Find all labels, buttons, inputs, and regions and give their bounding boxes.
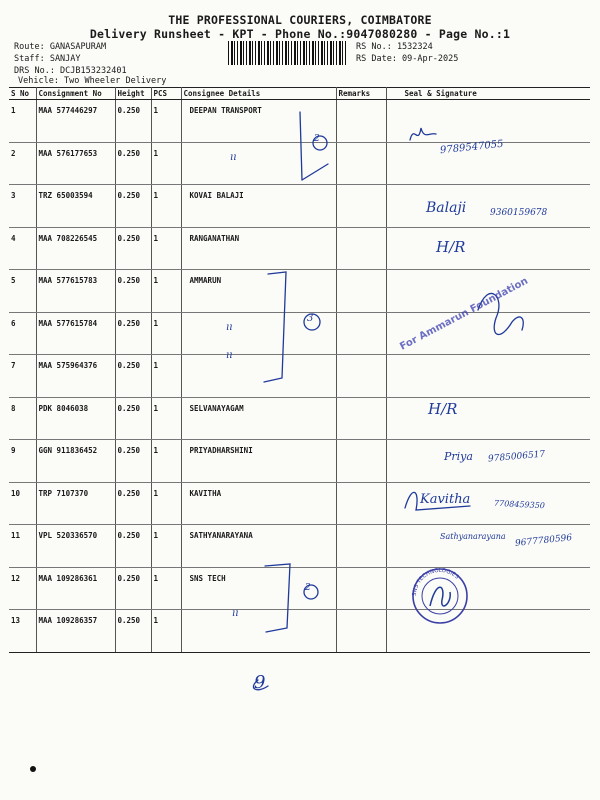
- cell-consignment: MAA 577446297: [36, 100, 115, 143]
- cell-consignee: DEEPAN TRANSPORT: [181, 100, 336, 143]
- cell-weight: 0.250: [115, 100, 151, 143]
- bracket-rows-12-13: [265, 564, 290, 632]
- cell-sno: 11: [9, 525, 36, 568]
- cell-pcs: 1: [151, 142, 181, 185]
- cell-consignment: TRP 7107370: [36, 482, 115, 525]
- ammarun-stamp: For Ammarun Foundation: [398, 275, 530, 353]
- cell-pcs: 1: [151, 397, 181, 440]
- cell-consignment: TRZ 65003594: [36, 185, 115, 228]
- col-pcs: PCS: [151, 88, 181, 100]
- cell-consignee: RANGANATHAN: [181, 227, 336, 270]
- cell-pcs: 1: [151, 100, 181, 143]
- cell-consignment: VPL 520336570: [36, 525, 115, 568]
- cell-sno: 1: [9, 100, 36, 143]
- col-weight: Height: [115, 88, 151, 100]
- cell-pcs: 1: [151, 567, 181, 610]
- cell-sno: 8: [9, 397, 36, 440]
- cell-pcs: 1: [151, 440, 181, 483]
- cell-consignee: KAVITHA: [181, 482, 336, 525]
- cell-sno: 4: [9, 227, 36, 270]
- ditto-mark-row13: ıı: [232, 608, 239, 619]
- cell-consignment: MAA 109286361: [36, 567, 115, 610]
- phone-row1: 9789547055: [439, 138, 505, 157]
- cell-weight: 0.250: [115, 567, 151, 610]
- cell-consignee: AMMARUN: [181, 270, 336, 313]
- ditto-mark-row2: ıı: [230, 152, 237, 163]
- cell-weight: 0.250: [115, 312, 151, 355]
- cell-pcs: 1: [151, 482, 181, 525]
- cell-weight: 0.250: [115, 397, 151, 440]
- cell-sno: 9: [9, 440, 36, 483]
- drs-number: DRS No.: DCJB153232401: [14, 66, 127, 76]
- runsheet-subtitle: Delivery Runsheet - KPT - Phone No.:9047080280 - Page No.:1: [89, 27, 511, 41]
- signature-priya: Priya: [444, 450, 473, 463]
- staff-label: Staff: SANJAY: [14, 54, 81, 64]
- cell-sno: 13: [9, 610, 36, 653]
- cell-weight: 0.250: [115, 355, 151, 398]
- signature-row1: [410, 128, 436, 140]
- round-seal-text: SNS TECHNOLOGIES: [411, 567, 460, 597]
- signature-kavitha: Kavitha: [420, 492, 471, 507]
- cell-weight: 0.250: [115, 142, 151, 185]
- cell-weight: 0.250: [115, 227, 151, 270]
- route-label: Route: GANASAPURAM: [14, 42, 107, 52]
- cell-consignment: MAA 575964376: [36, 355, 115, 398]
- cell-pcs: 1: [151, 270, 181, 313]
- col-remarks: Remarks: [336, 88, 386, 100]
- cell-consignment: MAA 576177653: [36, 142, 115, 185]
- col-consignee: Consignee Details: [181, 88, 336, 100]
- cell-consignee: KOVAI BALAJI: [181, 185, 336, 228]
- ditto-mark-row7: ıı: [226, 350, 233, 361]
- col-consignment: Consignment No: [36, 88, 115, 100]
- bracket-num-1: 2: [314, 134, 320, 144]
- rs-number: RS No.: 1532324: [356, 42, 433, 52]
- bracket-rows-5-7: [264, 272, 286, 382]
- ink-dot: [30, 766, 36, 772]
- phone-row11: 9677780596: [514, 533, 573, 549]
- cell-sno: 2: [9, 142, 36, 185]
- cell-pcs: 1: [151, 227, 181, 270]
- cell-consignment: GGN 911836452: [36, 440, 115, 483]
- col-sno: S No: [9, 88, 36, 100]
- cell-pcs: 1: [151, 312, 181, 355]
- cell-consignment: PDK 8046038: [36, 397, 115, 440]
- cell-pcs: 1: [151, 525, 181, 568]
- cell-consignee: PRIYADHARSHINI: [181, 440, 336, 483]
- cell-sno: 12: [9, 567, 36, 610]
- cell-weight: 0.250: [115, 482, 151, 525]
- cell-consignment: MAA 708226545: [36, 227, 115, 270]
- cell-consignee: SATHYANARAYANA: [181, 525, 336, 568]
- cell-consignee: SNS TECH: [181, 567, 336, 610]
- bracket-num-2: 3: [307, 313, 314, 324]
- cell-weight: 0.250: [115, 270, 151, 313]
- cell-pcs: 1: [151, 610, 181, 653]
- bracket-num-3: 2: [305, 583, 311, 593]
- rs-date: RS Date: 09-Apr-2025: [356, 54, 459, 64]
- hr-note-row8: H/R: [428, 400, 458, 418]
- cell-weight: 0.250: [115, 185, 151, 228]
- ditto-mark-row6: ıı: [226, 322, 233, 333]
- cell-sno: 10: [9, 482, 36, 525]
- cell-sno: 7: [9, 355, 36, 398]
- phone-row9: 9785006517: [487, 449, 546, 465]
- phone-row3: 9360159678: [490, 208, 548, 218]
- cell-consignment: MAA 577615783: [36, 270, 115, 313]
- phone-row10: 7708459350: [493, 498, 546, 511]
- cell-sno: 6: [9, 312, 36, 355]
- cell-sno: 3: [9, 185, 36, 228]
- vehicle-label: Vehicle: Two Wheeler Delivery: [18, 76, 167, 86]
- cell-consignment: MAA 109286357: [36, 610, 115, 653]
- bracket-rows-1-2: [300, 112, 302, 180]
- cell-weight: 0.250: [115, 525, 151, 568]
- cell-pcs: 1: [151, 185, 181, 228]
- cell-sno: 5: [9, 270, 36, 313]
- col-signature: Seal & Signature: [386, 88, 590, 100]
- cell-pcs: 1: [151, 355, 181, 398]
- cell-weight: 0.250: [115, 610, 151, 653]
- page-mark: 9: [254, 672, 266, 693]
- signature-sathya: Sathyanarayana: [440, 532, 506, 541]
- cell-weight: 0.250: [115, 440, 151, 483]
- cell-consignment: MAA 577615784: [36, 312, 115, 355]
- company-title: THE PROFESSIONAL COURIERS, COIMBATORE: [168, 13, 432, 27]
- hr-note-row4: H/R: [436, 238, 466, 256]
- cell-consignee: SELVANAYAGAM: [181, 397, 336, 440]
- signature-balaji: Balaji: [426, 200, 467, 216]
